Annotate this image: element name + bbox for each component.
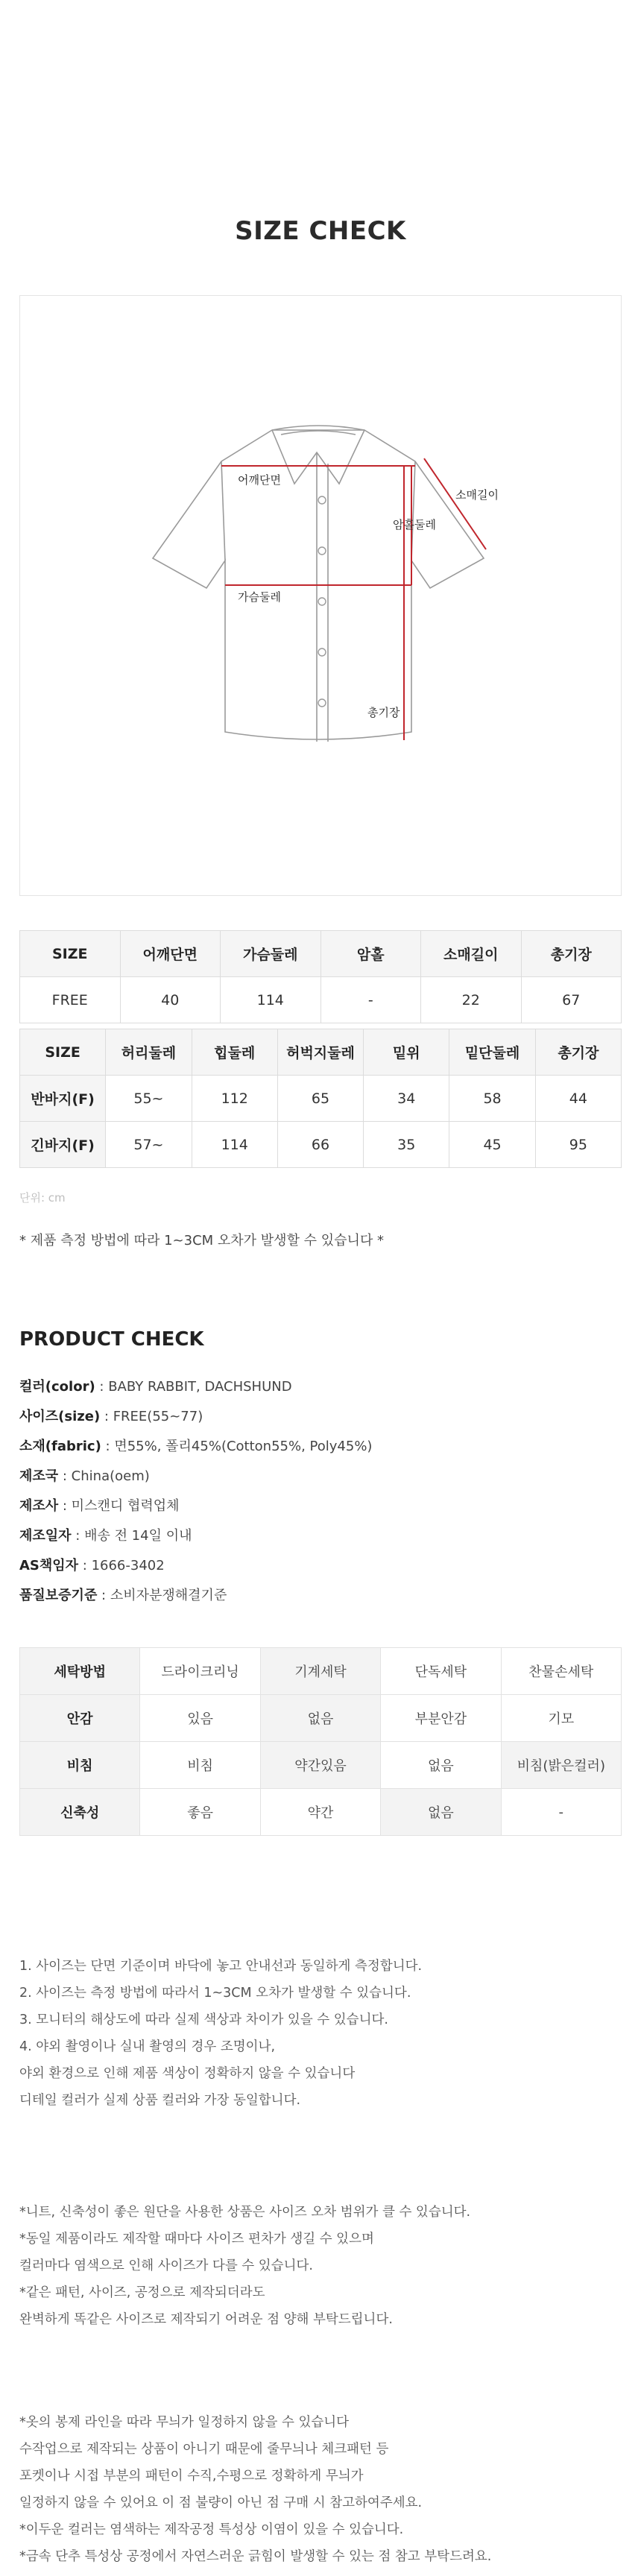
table-header: SIZE xyxy=(20,931,121,977)
product-info-label: 품질보증기준 xyxy=(19,1588,98,1603)
care-row-header: 신축성 xyxy=(20,1789,140,1836)
note-line: 2. 사이즈는 측정 방법에 따라서 1~3CM 오차가 발생할 수 있습니다. xyxy=(19,1986,411,2001)
note-line: 1. 사이즈는 단면 기준이며 바닥에 놓고 안내선과 동일하게 측정합니다. xyxy=(19,1959,423,1974)
measure-note: * 제품 측정 방법에 따라 1~3CM 오차가 발생할 수 있습니다 * xyxy=(19,1233,385,1248)
note-line: 수작업으로 제작되는 상품이 아니기 때문에 줄무늬나 체크패턴 등 xyxy=(19,2442,389,2457)
care-cell: 단독세탁 xyxy=(381,1648,501,1695)
care-cell: 드라이크리닝 xyxy=(140,1648,260,1695)
table-cell: 114 xyxy=(192,1122,277,1168)
label-shoulder: 어깨단면 xyxy=(238,473,281,487)
product-info-row xyxy=(19,1495,180,1515)
care-cell: 있음 xyxy=(140,1695,260,1742)
care-cell: 없음 xyxy=(381,1742,501,1789)
table-cell: 112 xyxy=(192,1076,277,1122)
care-cell: 비침 xyxy=(140,1742,260,1789)
table-cell: 22 xyxy=(421,977,522,1023)
note-line: 3. 모니터의 해상도에 따라 실제 색상과 차이가 있을 수 있습니다. xyxy=(19,2012,388,2027)
note-line: *이두운 컬러는 염색하는 제작공정 특성상 이염이 있을 수 있습니다. xyxy=(19,2522,404,2537)
table-header-row xyxy=(20,931,622,977)
table-cell: 55~ xyxy=(106,1076,192,1122)
table-header: 총기장 xyxy=(535,1029,621,1076)
table-header: 허리둘레 xyxy=(106,1029,192,1076)
care-cell-selected: 없음 xyxy=(381,1789,501,1836)
note-line: *동일 제품이라도 제작할 때마다 사이즈 편차가 생길 수 있으며 xyxy=(19,2232,374,2247)
product-info-value: : 미스캔디 협력업체 xyxy=(58,1498,180,1514)
table-cell: 57~ xyxy=(106,1122,192,1168)
product-info-label: 제조국 xyxy=(19,1468,59,1484)
product-info-value: : 배송 전 14일 이내 xyxy=(71,1528,192,1544)
table-header: 허벅지둘레 xyxy=(277,1029,363,1076)
product-info-label: 컬러(color) xyxy=(19,1379,95,1395)
table-cell: 40 xyxy=(120,977,221,1023)
care-cell: 찬물손세탁 xyxy=(501,1648,621,1695)
table-header: 가슴둘레 xyxy=(221,931,321,977)
care-row-lining xyxy=(20,1695,622,1742)
table-header: 밑단둘레 xyxy=(449,1029,535,1076)
note-line: *옷의 봉제 라인을 따라 무늬가 일정하지 않을 수 있습니다 xyxy=(19,2415,350,2430)
product-info-row xyxy=(19,1525,192,1544)
table-header: 힙둘레 xyxy=(192,1029,277,1076)
care-cell: 부분안감 xyxy=(381,1695,501,1742)
table-cell: 114 xyxy=(221,977,321,1023)
care-row-wash xyxy=(20,1648,622,1695)
product-info-row xyxy=(19,1585,227,1604)
care-row-stretch xyxy=(20,1789,622,1836)
care-cell: 약간 xyxy=(260,1789,380,1836)
product-info-label: 제조사 xyxy=(19,1498,59,1514)
table-cell: - xyxy=(320,977,421,1023)
care-cell-selected: 약간있음 xyxy=(260,1742,380,1789)
product-info-row xyxy=(19,1406,203,1425)
table-header-row xyxy=(20,1029,622,1076)
note-line: 완벽하게 똑같은 사이즈로 제작되기 어려운 점 양해 부탁드립니다. xyxy=(19,2312,393,2327)
size-diagram xyxy=(19,295,622,896)
buttons xyxy=(318,496,326,707)
care-table xyxy=(19,1647,622,1836)
care-cell-selected: 비침(밝은컬러) xyxy=(501,1742,621,1789)
care-row-header: 세탁방법 xyxy=(20,1648,140,1695)
note-line: *니트, 신축성이 좋은 원단을 사용한 상품은 사이즈 오차 범위가 클 수 있습니다. xyxy=(19,2205,471,2220)
label-chest: 가슴둘레 xyxy=(238,590,281,604)
product-info-value: : China(oem) xyxy=(58,1468,150,1484)
care-cell-selected: 기계세탁 xyxy=(260,1648,380,1695)
table-cell: 44 xyxy=(535,1076,621,1122)
label-length: 총기장 xyxy=(367,706,400,719)
table-cell: 66 xyxy=(277,1122,363,1168)
table-cell: 긴바지(F) xyxy=(20,1122,106,1168)
shirt-illustration xyxy=(20,296,621,895)
table-header: 소매길이 xyxy=(421,931,522,977)
notes-size-variance xyxy=(19,2199,470,2333)
table-cell: 45 xyxy=(449,1122,535,1168)
product-info-label: 소재(fabric) xyxy=(19,1439,101,1454)
product-info-label: AS책임자 xyxy=(19,1558,79,1573)
care-row-header: 비침 xyxy=(20,1742,140,1789)
product-info-row xyxy=(19,1436,372,1455)
note-line: 4. 야외 촬영이나 실내 촬영의 경우 조명이나, xyxy=(19,2039,276,2054)
notes-general xyxy=(19,1953,422,2114)
note-line: *같은 패턴, 사이즈, 공정으로 제작되더라도 xyxy=(19,2285,265,2300)
table-cell: 95 xyxy=(535,1122,621,1168)
product-info-value: : 소비자분쟁해결기준 xyxy=(97,1588,227,1603)
bottom-size-table xyxy=(19,1029,622,1168)
table-header: SIZE xyxy=(20,1029,106,1076)
product-info-row xyxy=(19,1376,292,1395)
care-row-sheer xyxy=(20,1742,622,1789)
note-line: 디테일 컬러가 실제 상품 컬러와 가장 동일합니다. xyxy=(19,2093,301,2108)
note-line: 포켓이나 시접 부분의 패턴이 수직,수평으로 정확하게 무늬가 xyxy=(19,2469,364,2484)
table-header: 총기장 xyxy=(521,931,622,977)
label-armhole: 암홀둘레 xyxy=(393,518,436,531)
label-sleeve: 소매길이 xyxy=(455,488,499,502)
table-cell: 67 xyxy=(521,977,622,1023)
table-row xyxy=(20,977,622,1023)
table-header: 암홀 xyxy=(320,931,421,977)
product-info-label: 제조일자 xyxy=(19,1528,72,1544)
note-line: 야외 환경으로 인해 제품 색상이 정확하지 않을 수 있습니다 xyxy=(19,2066,356,2081)
product-info-value: : 면55%, 폴리45%(Cotton55%, Poly45%) xyxy=(101,1439,373,1454)
product-info-row xyxy=(19,1465,150,1485)
top-size-table xyxy=(19,930,622,1023)
product-info-value: : 1666-3402 xyxy=(78,1558,165,1573)
care-cell: 기모 xyxy=(501,1695,621,1742)
product-info-label: 사이즈(size) xyxy=(19,1409,101,1424)
table-header: 어깨단면 xyxy=(120,931,221,977)
note-line: 일정하지 않을 수 있어요 이 점 불량이 아닌 점 구매 시 참고하여주세요. xyxy=(19,2496,423,2510)
page-title: SIZE CHECK xyxy=(235,216,406,246)
table-cell: 34 xyxy=(364,1076,449,1122)
care-cell-selected: 없음 xyxy=(260,1695,380,1742)
product-info-value: : FREE(55~77) xyxy=(100,1409,203,1424)
product-info-row xyxy=(19,1555,165,1574)
table-cell: FREE xyxy=(20,977,121,1023)
table-header: 밑위 xyxy=(364,1029,449,1076)
note-line: *금속 단추 특성상 공정에서 자연스러운 긁힘이 발생할 수 있는 점 참고 부탁드려요. xyxy=(19,2549,492,2564)
table-row xyxy=(20,1122,622,1168)
table-row xyxy=(20,1076,622,1122)
unit-label: 단위: cm xyxy=(19,1191,66,1205)
table-cell: 35 xyxy=(364,1122,449,1168)
care-cell: - xyxy=(501,1789,621,1836)
table-cell: 58 xyxy=(449,1076,535,1122)
table-cell: 65 xyxy=(277,1076,363,1122)
care-row-header: 안감 xyxy=(20,1695,140,1742)
product-info-value: : BABY RABBIT, DACHSHUND xyxy=(95,1379,292,1395)
notes-pattern xyxy=(19,2409,491,2570)
care-cell: 좋음 xyxy=(140,1789,260,1836)
product-check-title: PRODUCT CHECK xyxy=(19,1328,204,1351)
note-line: 컬러마다 염색으로 인해 사이즈가 다를 수 있습니다. xyxy=(19,2258,313,2273)
table-cell: 반바지(F) xyxy=(20,1076,106,1122)
